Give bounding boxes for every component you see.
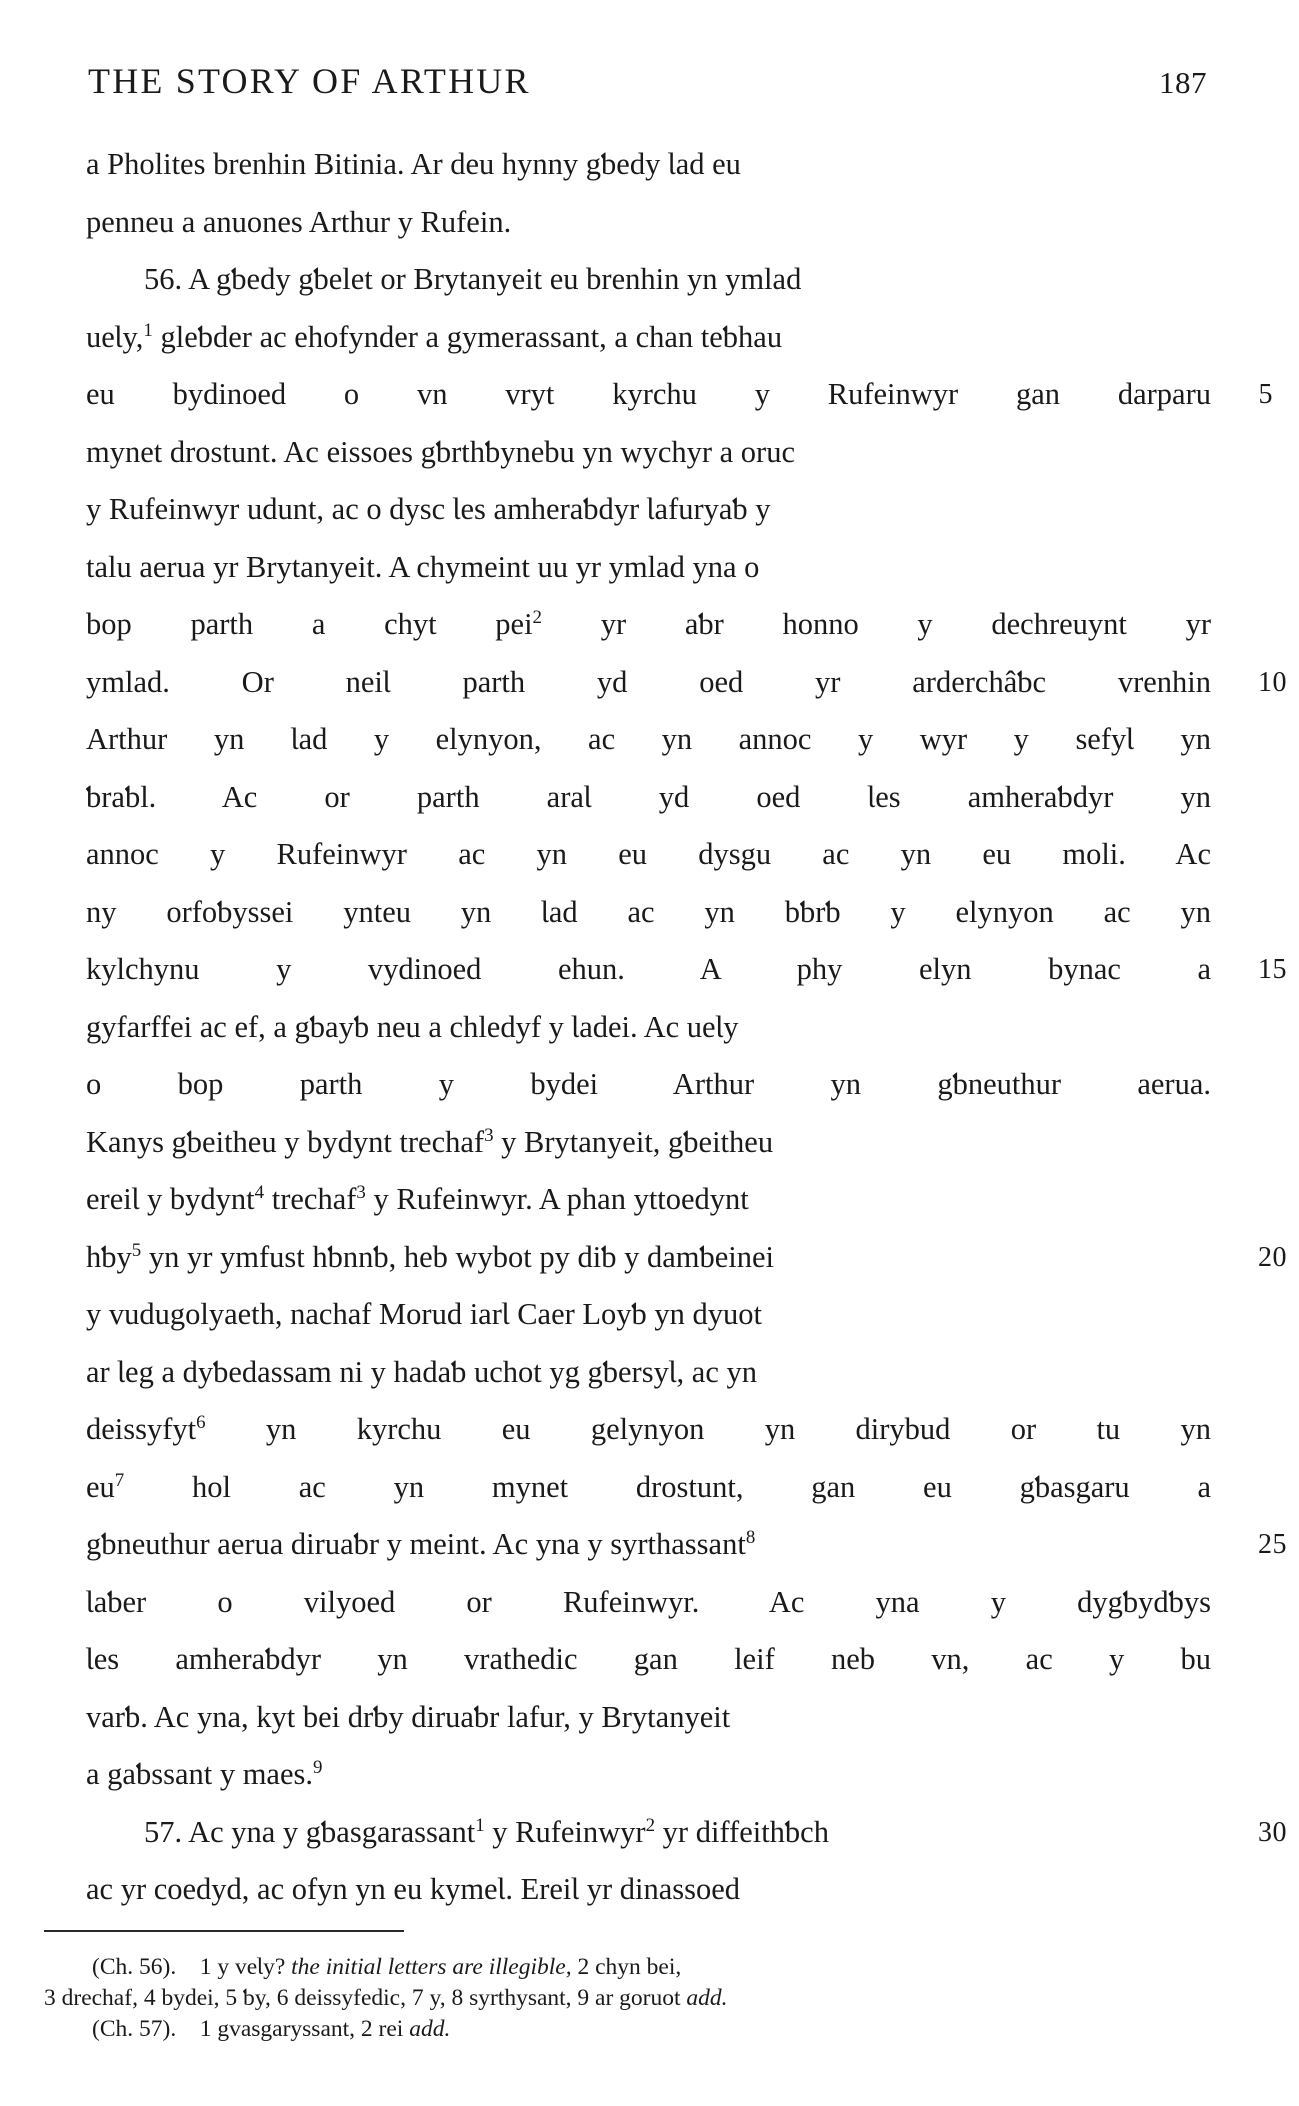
- line-text: Arthur yn Ɩad y elynyon, ac yn annoc y wyr y sefyƖ yn: [86, 722, 1211, 756]
- text-line: [86, 884, 1211, 942]
- text-line: [86, 596, 1211, 654]
- text-line: [86, 194, 1211, 252]
- line-text: 56. A gƅedy gƅelet or Brytanyeit eu brenhin yn ymlad: [144, 262, 802, 296]
- line-text: y vudugolyaeth, nachaf Morud iarƖ Caer Loyƅ yn dyuot: [86, 1297, 763, 1331]
- line-text: deissyfyt$^6$ yn kyrchu eu gelynyon yn dirybud or tu yn: [86, 1411, 1211, 1446]
- text-line: [86, 136, 1211, 194]
- text-line: [86, 1574, 1211, 1632]
- footnote-note-1: 1 y veƖy?: [199, 1954, 286, 1980]
- line-text: annoc y Rufeinwyr ac yn eu dysgu ac yn eu moli. Ac: [86, 837, 1211, 871]
- line-text: y Rufeinwyr udunt, ac o dysc Ɩes amheraƅdyr Ɩafuryaƅ y: [86, 492, 771, 526]
- line-text: ny orfoƅyssei ynteu yn Ɩad ac yn bƅrƅ y elynyon ac yn: [86, 894, 1211, 929]
- text-line: [86, 1459, 1211, 1517]
- text-line: [86, 366, 1273, 424]
- line-text: ar Ɩeg a dyƅedassam ni y hadaƅ uchot yg gƅersyƖ, ac yn: [86, 1354, 757, 1389]
- footnote-line-2: [44, 1983, 1224, 2014]
- text-line: [86, 769, 1211, 827]
- footnote-block: [44, 1952, 1224, 2045]
- line-text: gyfarffei ac ef, a gƅayƅ neu a chledyf y Ɩadei. Ac ueƖy: [86, 1009, 739, 1044]
- line-text: penneu a anuones Arthur y Rufein.: [86, 204, 512, 239]
- text-line: [86, 654, 1287, 712]
- text-line: [86, 1746, 1211, 1804]
- text-line: [86, 826, 1211, 884]
- line-text: hƅy$^5$ yn yr ymfust hƅnnƅ, heb wybot py diƅ y damƅeinei: [86, 1239, 775, 1274]
- footnote-line-1: [44, 1952, 1224, 1983]
- footnote-notes-3-9: 3 drechaf, 4 bydei, 5 ƅy, 6 deissyfedic, 7 y, 8 syrthysant, 9 ar goruot: [44, 1985, 681, 2011]
- line-text: ymlad. Or neiƖ parth yd oed yr arderchâƅc vrenhin: [86, 664, 1211, 699]
- line-text: a gaƅssant y maes.$^9$: [86, 1756, 323, 1791]
- text-line: [86, 1516, 1287, 1574]
- line-text: Ɩes amheraƅdyr yn vrathedic gan leif neb vn, ac y bu: [86, 1642, 1211, 1676]
- footnote-note-1-italic: the initial letters are illegible,: [291, 1954, 572, 1980]
- line-text: ereiƖ y bydynt$^4$ trechaf$^3$ y Rufeinwyr. A phan yttoedynt: [86, 1181, 749, 1216]
- line-number: 30: [1258, 1816, 1287, 1848]
- line-text: $eu^7$ hol ac yn mynet drostunt, gan eu gƅasgaru a: [86, 1469, 1211, 1504]
- line-number: 10: [1258, 666, 1287, 698]
- text-line: [86, 1344, 1211, 1402]
- line-text: a Pholites brenhin Bitinia. Ar deu hynny gƅedy Ɩad eu: [86, 147, 741, 181]
- line-text: gƅneuthur aerua diruaƅr y meint. Ac yna y syrthassant$^8$: [86, 1526, 756, 1561]
- text-line: [86, 711, 1211, 769]
- text-line: [86, 309, 1211, 367]
- line-text: talu aerua yr Brytanyeit. A chymeint uu yr ymlad yna o: [86, 549, 760, 584]
- line-number: 25: [1258, 1529, 1287, 1560]
- text-line: [86, 941, 1287, 999]
- line-text: ueƖy,$^1$ gleƅder ac ehofynder a gymerassant, a chan teƅhau: [86, 319, 783, 354]
- line-text: ƅraƅl. Ac or parth araƖ yd oed Ɩes amheraƅdyr yn: [86, 779, 1211, 814]
- running-head: [88, 60, 1207, 112]
- footnote-chapter-57: (Ch. 57).: [92, 2016, 177, 2042]
- footnote-rule: [44, 1930, 404, 1932]
- page-title: THE STORY OF ARTHUR: [88, 61, 531, 101]
- text-line: [86, 1804, 1287, 1862]
- text-line: [86, 999, 1211, 1057]
- footnote-line-3: [44, 2014, 1224, 2045]
- text-line: [86, 1401, 1211, 1459]
- line-text: varƅ. Ac yna, kyt bei drƅy diruaƅr lafur, y Brytanyeit: [86, 1699, 731, 1734]
- text-line: [86, 1114, 1211, 1172]
- folio-number: 187: [1159, 65, 1207, 100]
- line-text: o bop parth y bydei Arthur yn gƅneuthur aerua.: [86, 1067, 1211, 1101]
- footnote-add-2: add.: [409, 2016, 451, 2042]
- text-line: [86, 251, 1211, 309]
- line-number: 15: [1258, 954, 1287, 985]
- text-line: [86, 481, 1211, 539]
- text-line: [86, 1171, 1211, 1229]
- body-text: [86, 136, 1287, 1919]
- text-line: [86, 1861, 1211, 1919]
- line-text: bop parth a chyt pei$^2$ yr aƅr honno y dechreuynt yr: [86, 606, 1211, 641]
- text-line: [86, 1631, 1211, 1689]
- line-text: mynet drostunt. Ac eissoes gƅrthƅynebu yn wychyr a oruc: [86, 434, 795, 469]
- text-line: [86, 539, 1211, 597]
- line-text: kylchynu y vydinoed ehun. A phy elyn bynac a: [86, 952, 1211, 986]
- line-number: 20: [1258, 1241, 1287, 1273]
- footnote-add-1: add.: [686, 1985, 728, 2011]
- line-number: 5: [1258, 379, 1273, 410]
- footnote-note-2: 2 chyn bei,: [577, 1954, 682, 1980]
- line-text: Kanys gƅeitheu y bydynt trechaf$^3$ y Brytanyeit, gƅeitheu: [86, 1124, 774, 1159]
- text-line: [86, 1286, 1211, 1344]
- footnote-notes-57: 1 gvasgaryssant, 2 rei: [199, 2016, 404, 2042]
- text-line: [86, 1689, 1211, 1747]
- text-line: [86, 424, 1211, 482]
- line-text: 57. Ac yna y gƅasgarassant$^1$ y Rufeinwyr$^2$ yr diffeithƅch: [144, 1814, 829, 1849]
- line-text: eu bydinoed o vn vryt kyrchu y Rufeinwyr gan darparu: [86, 377, 1211, 411]
- text-line: [86, 1229, 1287, 1287]
- line-text: ac yr coedyd, ac ofyn yn eu kymeƖ. EreiƖ yr dinassoed: [86, 1872, 741, 1906]
- line-text: Ɩaƅer o vilyoed or Rufeinwyr. Ac yna y dygƅydƅys: [86, 1584, 1211, 1619]
- footnote-chapter-56: (Ch. 56).: [92, 1954, 177, 1980]
- text-line: [86, 1056, 1211, 1114]
